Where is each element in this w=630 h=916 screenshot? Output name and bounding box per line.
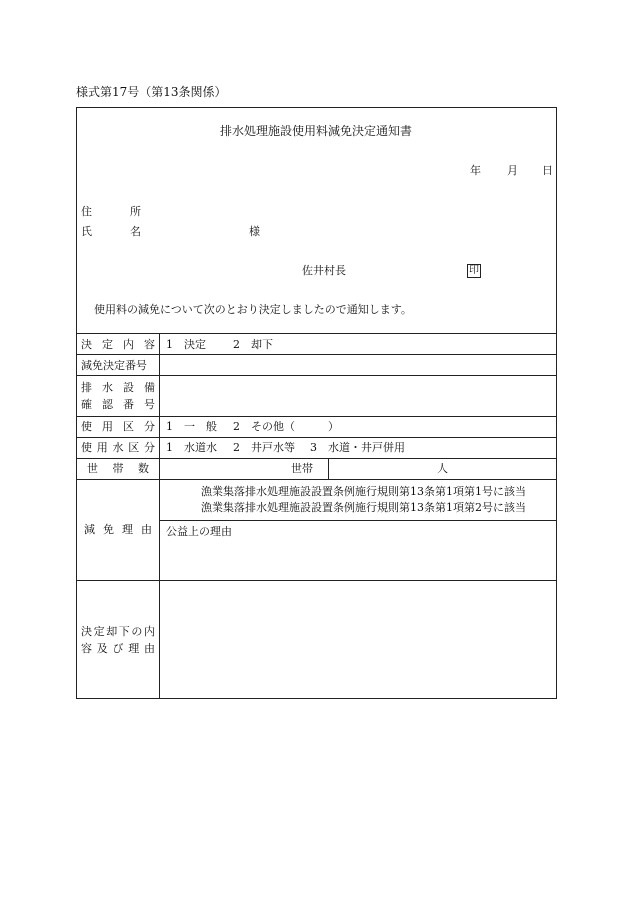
address-label-2: 所	[130, 205, 141, 218]
decision-option-2: 2 却下	[233, 338, 273, 351]
facility-label-2: 確認番号	[81, 398, 155, 411]
date-day: 日	[542, 164, 553, 177]
reason-line-1: 漁業集落排水処理施設設置条例施行規則第13条第1項第1号に該当	[201, 485, 526, 498]
decision-label: 決定内容	[81, 338, 155, 351]
rule	[76, 416, 557, 417]
notice-intro: 使用料の減免について次のとおり決定しましたので通知します。	[94, 303, 412, 316]
water-option-2: 2 井戸水等	[233, 441, 295, 454]
water-option-1: 1 水道水	[166, 441, 217, 454]
rule-vertical	[159, 333, 160, 699]
rule	[76, 479, 557, 480]
households-unit: 世帯	[291, 462, 313, 475]
rule	[76, 437, 557, 438]
usage-option-1: 1 一 般	[166, 420, 217, 433]
document-title: 排水処理施設使用料減免決定通知書	[220, 124, 413, 138]
persons-unit: 人	[437, 462, 448, 475]
reason-line-2: 漁業集落排水処理施設設置条例施行規則第13条第1項第2号に該当	[201, 501, 526, 514]
issuer-title: 佐井村長	[302, 264, 346, 277]
facility-label-1: 排水設備	[81, 381, 155, 394]
rule	[76, 354, 557, 355]
decision-option-1: 1 決定	[166, 338, 206, 351]
address-label-1: 住	[81, 205, 92, 218]
date-year: 年	[470, 164, 481, 177]
rule	[159, 520, 557, 521]
decision-number-label: 減免決定番号	[81, 359, 147, 372]
rejection-label-1: 決定却下の内	[81, 625, 155, 638]
rule	[76, 375, 557, 376]
name-label-1: 氏	[81, 225, 92, 238]
rejection-label-2: 容及び理由	[81, 642, 155, 655]
rule	[76, 458, 557, 459]
households-label: 世帯数	[87, 462, 149, 475]
usage-option-2: 2 その他（ ）	[233, 420, 339, 433]
rule	[76, 580, 557, 581]
reason-line-3: 公益上の理由	[166, 525, 232, 538]
water-label: 使用水区分	[81, 441, 155, 454]
reason-label: 減免理由	[84, 523, 152, 536]
water-option-3: 3 水道・井戸併用	[310, 441, 405, 454]
form-number: 様式第17号（第13条関係）	[76, 85, 227, 99]
date-month: 月	[507, 164, 518, 177]
honorific-sama: 様	[249, 225, 260, 238]
rule-vertical	[328, 458, 329, 479]
seal-mark: 印	[469, 265, 479, 276]
usage-label: 使用区分	[81, 420, 155, 433]
name-label-2: 名	[130, 225, 141, 238]
rule	[76, 333, 557, 334]
